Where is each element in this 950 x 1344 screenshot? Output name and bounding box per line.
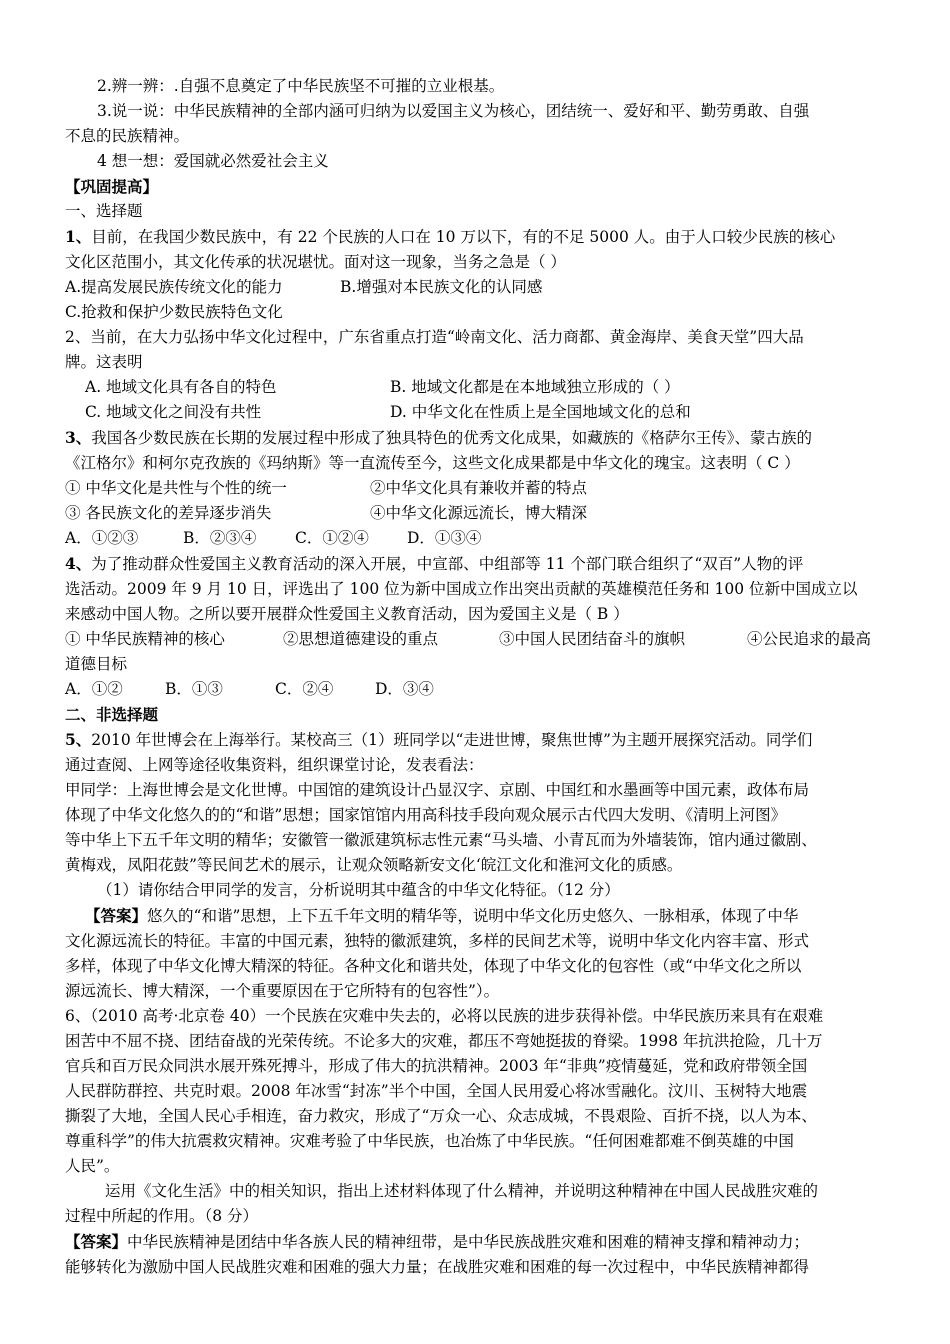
option-c: C．②④: [275, 680, 334, 698]
question-5-answer: [65, 903, 887, 929]
question-6-answer: [65, 1229, 887, 1255]
question-3-options: [65, 526, 887, 551]
answer-text: 中华民族精神是团结中华各族人民的精神纽带，是中华民族战胜灾难和困难的精神支撑和精神动力；: [127, 1233, 810, 1251]
option-d: D．①③④: [407, 529, 482, 547]
question-5-ask: （1）请你结合甲同学的发言，分析说明其中蕴含的中华文化特征。（12 分）: [97, 881, 620, 899]
question-4-cont: 来感动中国人物。之所以要开展群众性爱国主义教育活动，因为爱国主义是（ B ）: [65, 605, 629, 623]
statement-1: ① 中华文化是共性与个性的统一: [65, 479, 287, 497]
option-b: B．②③④: [183, 529, 257, 547]
question-5-cont: 黄梅戏，凤阳花鼓”等民间艺术的展示，让观众领略新安文化‘皖江文化和淮河文化的质感。: [65, 856, 683, 874]
question-5: [65, 727, 887, 753]
answer-cont: 文化源远流长的特征。丰富的中国元素，独特的徽派建筑，多样的民间艺术等，说明中华文化内容丰富、形式: [65, 932, 810, 950]
answer-cont: 能够转化为激励中国人民战胜灾难和困难的强大力量；在战胜灾难和困难的每一次过程中，中华民族精神都得: [65, 1258, 810, 1276]
question-5-cont: 体现了中华文化悠久的的“和谐”思想；国家馆馆内用高科技手段向观众展示古代四大发明、《清明上河图》: [65, 806, 787, 824]
statement-4: ④公民追求的最高: [747, 630, 872, 648]
review-item-3-cont: 不息的民族精神。: [65, 127, 190, 145]
question-6-cont: 撕裂了大地，全国人民心手相连，奋力救灾，形成了“万众一心、众志成城，不畏艰险、百折不挠，以人为本、: [65, 1107, 817, 1125]
option-b: B.增强对本民族文化的认同感: [340, 278, 543, 296]
question-number: 3、: [65, 428, 92, 447]
question-1-cont: 文化区范围小，其文化传承的状况堪忧。面对这一现象，当务之急是（ ）: [65, 253, 566, 271]
question-6-cont: 尊重科学”的伟大抗震救灾精神。灾难考验了中华民族，也冶炼了中华民族。“任何困难都难不倒英雄的中国: [65, 1132, 794, 1150]
option-b: B. 地域文化都是在本地域独立形成的（ ）: [390, 378, 680, 396]
question-6-cont: 人民群防群控、共克时艰。2008 年冰雪“封冻”半个中国，全国人民用爱心将冰雪融化。汶川、玉树特大地震: [65, 1082, 808, 1100]
question-2-cont: 牌。这表明: [65, 353, 143, 371]
question-5-cont: 等中华上下五千年文明的精华；安徽管一徽派建筑标志性元素“马头墙、小青瓦而为外墙装饰，馆内通过徽剧、: [65, 831, 817, 849]
review-item-2: 2.辨一辨：.自强不息奠定了中华民族坚不可摧的立业根基。: [97, 77, 505, 95]
part2-title: 二、非选择题: [65, 705, 159, 724]
statement-4: ④中华文化源远流长，博大精深: [370, 504, 588, 522]
question-text: 我国各少数民族在长期的发展过程中形成了独具特色的优秀文化成果，如藏族的《格萨尔王传》、蒙古族的: [91, 429, 813, 447]
question-4-cont: 道德目标: [65, 655, 128, 673]
question-6-cont: 困苦中不屈不挠、团结奋战的光荣传统。不论多大的灾难，都压不弯她挺拔的脊梁。1998 年抗洪抢险，几十万: [65, 1032, 823, 1050]
option-a: A．①②: [65, 680, 123, 698]
statement-2: ②中华文化具有兼收并蓄的特点: [370, 479, 588, 497]
option-c: C.抢救和保护少数民族特色文化: [65, 303, 283, 321]
review-item-3: 3.说一说：中华民族精神的全部内涵可归纳为以爱国主义为核心，团结统一、爱好和平、勤劳勇敢、自强: [97, 102, 810, 120]
option-a: A.提高发展民族传统文化的能力: [65, 278, 283, 296]
statement-2: ②思想道德建设的重点: [283, 630, 439, 648]
question-3: [65, 425, 887, 451]
question-3-cont: 《江格尔》和柯尔克孜族的《玛纳斯》等一直流传至今，这些文化成果都是中华文化的瑰宝。这表明（ C ）: [65, 454, 800, 472]
question-4-statements: [65, 627, 887, 652]
question-number: 1、: [65, 227, 92, 246]
part1-title: 一、选择题: [65, 202, 143, 220]
question-text: 目前，在我国少数民族中，有 22 个民族的人口在 10 万以下，有的不足 5000 人。由于人口较少民族的核心: [91, 228, 836, 246]
answer-tag: 【答案】: [85, 906, 148, 925]
option-c: C. 地域文化之间没有共性: [85, 403, 262, 421]
question-6-ask: 运用《文化生活》中的相关知识，指出上述材料体现了什么精神，并说明这种精神在中国人民战胜灾难的: [105, 1182, 819, 1200]
question-5-cont: 甲同学：上海世博会是文化世博。中国馆的建筑设计凸显汉字、京剧、中国红和水墨画等中国元素，政体布局: [65, 781, 810, 799]
answer-cont: 源远流长、博大精深，一个重要原因在于它所特有的包容性”）。: [65, 982, 500, 1000]
question-3-statements-34: [65, 501, 887, 526]
question-5-cont: 通过查阅、上网等途径收集资料，组织课堂讨论，发表看法：: [65, 756, 484, 774]
question-1: [65, 224, 887, 250]
option-b: B．①③: [165, 680, 223, 698]
question-4: [65, 551, 887, 577]
answer-text: 悠久的“和谐”思想，上下五千年文明的精华等，说明中华文化历史悠久、一脉相承，体现了中华: [147, 907, 799, 925]
question-number: 5、: [65, 730, 92, 749]
review-item-4: 4 想一想：爱国就必然爱社会主义: [97, 152, 329, 170]
question-6: 6、（2010 高考·北京卷 40）一个民族在灾难中失去的，必将以民族的进步获得补偿。中华民族历来具有在艰难: [65, 1007, 824, 1025]
question-2: 2、当前，在大力弘扬中华文化过程中，广东省重点打造“岭南文化、活力商都、黄金海岸、美食天堂”四大品: [65, 328, 804, 346]
option-d: D. 中华文化在性质上是全国地域文化的总和: [390, 403, 691, 421]
option-a: A. 地域文化具有各自的特色: [85, 378, 277, 396]
question-1-options-ab: [65, 275, 887, 300]
question-2-options-ab: [65, 375, 887, 400]
answer-cont: 多样，体现了中华文化博大精深的特征。各种文化和谐共处，体现了中华文化的包容性（或“中华文化之所以: [65, 957, 802, 975]
question-6-cont: 官兵和百万民众同洪水展开殊死搏斗，形成了伟大的抗洪精神。2003 年“非典”疫情蔓延，党和政府带领全国: [65, 1057, 808, 1075]
question-4-options: [65, 677, 887, 702]
document-page: [65, 74, 887, 1280]
question-text: 2010 年世博会在上海举行。某校高三（1）班同学以“走进世博，聚焦世博”为主题开展探究活动。同学们: [91, 731, 813, 749]
option-a: A．①②③: [65, 529, 139, 547]
question-6-cont: 人民”。: [65, 1157, 120, 1175]
option-d: D．③④: [375, 680, 434, 698]
question-4-cont: 选活动。2009 年 9 月 10 日，评选出了 100 位为新中国成立作出突出贡献的英雄模范任务和 100 位新中国成立以: [65, 580, 858, 598]
answer-tag: 【答案】: [65, 1232, 128, 1251]
statement-3: ③ 各民族文化的差异逐步消失: [65, 504, 272, 522]
option-c: C．①②④: [295, 529, 369, 547]
question-6-ask-cont: 过程中所起的作用。（8 分）: [65, 1207, 259, 1225]
question-3-statements-12: [65, 476, 887, 501]
section-title: 【巩固提高】: [65, 177, 159, 196]
question-number: 4、: [65, 554, 92, 573]
question-text: 为了推动群众性爱国主义教育活动的深入开展，中宣部、中组部等 11 个部门联合组织了“双百”人物的评: [91, 555, 804, 573]
question-2-options-cd: [65, 400, 887, 425]
statement-3: ③中国人民团结奋斗的旗帜: [499, 630, 686, 648]
statement-1: ① 中华民族精神的核心: [65, 630, 225, 648]
